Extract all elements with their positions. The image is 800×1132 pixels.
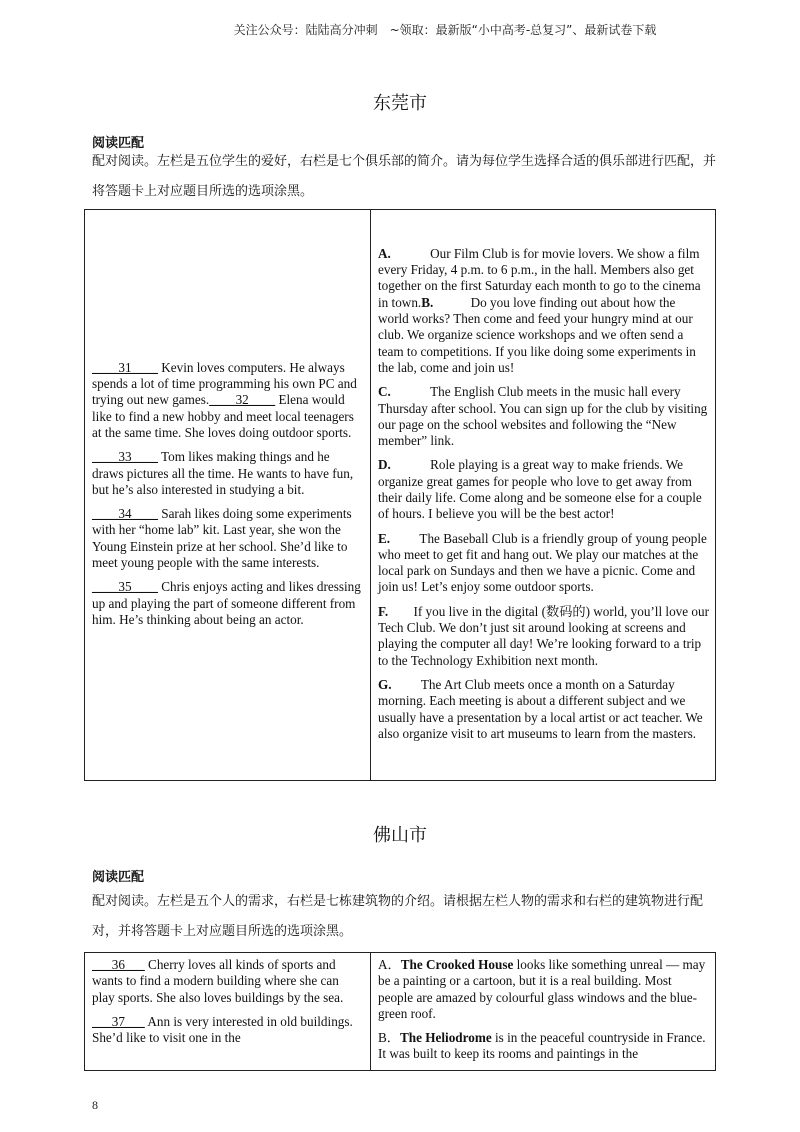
option-text: The Baseball Club is a friendly group of young people who meet to get fit and hang out. We play our matches at the local park on Sundays and then we have a picnic. Come and join us! Let’s enjoy some outdoor sports.: [378, 530, 707, 595]
option-letter: A．: [378, 957, 401, 972]
matching-table: [84, 952, 716, 1071]
answer-blank[interactable]: ___36___: [92, 957, 145, 972]
option-item: [378, 531, 709, 596]
building-name: The Heliodrome: [399, 1030, 492, 1046]
section-city-title: 东莞市: [373, 93, 427, 114]
option-item: [378, 957, 709, 1022]
option-item: [378, 677, 709, 742]
option-letter: E.: [378, 530, 391, 546]
option-text: is in the peaceful countryside in France. It was built to keep its rooms and paintings in the: [378, 1030, 706, 1062]
option-item: [378, 246, 709, 376]
option-item: [378, 1030, 709, 1063]
option-text: The Art Club meets once a month on a Saturday morning. Each meeting is about a different subject and we usually have a presentation by a local artist or act teacher. We also organize visit to art museums to learn from the masters.: [378, 676, 703, 741]
option-text: Our Film Club is for movie lovers. We show a film every Friday, 4 p.m. to 6 p.m., in the hall. Members also get together on the first Saturday each month to go to the cinema in town.: [378, 245, 701, 310]
option-letter: B.: [421, 294, 434, 310]
buildings-column: [371, 953, 716, 1071]
building-name: The Crooked House: [400, 957, 514, 972]
question-text: Sarah likes doing some experiments with her “home lab” kit. Last year, she won the Young Einstein prize at her school. She’d like to meet young people with the same interests.: [92, 506, 352, 571]
page-number: 8: [92, 1098, 98, 1112]
section-instruction: 配对阅读。左栏是五位学生的爱好，右栏是七个俱乐部的简介。请为每位学生选择合适的俱乐部进行匹配，并将答题卡上对应题目所选的选项涂黑。: [92, 154, 717, 199]
people-column: [85, 210, 371, 781]
option-letter: F.: [378, 603, 389, 619]
section-city-title: 佛山市: [373, 825, 427, 846]
page-header: 关注公众号：陆陆高分冲刺 ~领取：最新版“小中高考-总复习”、最新试卷下载: [233, 23, 657, 37]
option-text: If you live in the digital (数码的) world, you’ll love our Tech Club. We don’t just sit around looking at screens and playing the computer all day! We’re looking forward to a trip to the Technology Exhibition next month.: [378, 603, 710, 668]
question-text: Kevin loves computers. He always spends a lot of time programming his own PC and trying out new games.: [92, 359, 357, 408]
matching-table: [84, 209, 716, 781]
answer-blank[interactable]: ____33____: [92, 449, 158, 465]
answer-blank[interactable]: ____35____: [92, 579, 158, 595]
question-item: [92, 449, 364, 498]
answer-blank[interactable]: ___37___: [92, 1013, 145, 1029]
question-item: [92, 506, 364, 571]
answer-blank[interactable]: ____34____: [92, 506, 158, 522]
option-text: Do you love finding out about how the world works? Then come and feed your hungry mind at our club. We organize science workshops and we often send a team to competitions. If you like doing some experiments in the lab, come and join us!: [378, 294, 696, 375]
question-item: [92, 360, 364, 441]
option-letter: D.: [378, 457, 391, 473]
option-item: [378, 384, 709, 449]
section-instruction: 配对阅读。左栏是五个人的需求，右栏是七栋建筑物的介绍。请根据左栏人物的需求和右栏的建筑物进行配对，并将答题卡上对应题目所选的选项涂黑。: [92, 894, 704, 939]
question-text: Elena would like to find a new hobby and meet local teenagers at the same time. She loves doing outdoor sports.: [92, 392, 354, 440]
question-item: [92, 579, 364, 628]
option-item: [378, 604, 709, 669]
question-text: Ann is very interested in old buildings. She’d like to visit one in the: [92, 1013, 353, 1046]
answer-blank[interactable]: ____32____: [209, 392, 276, 408]
question-text: Tom likes making things and he draws pictures all the time. He wants to have fun, but he’s also interested in studying a bit.: [92, 449, 354, 497]
question-text: Chris enjoys acting and likes dressing up and playing the part of someone different from him. He’s thinking about being an actor.: [92, 579, 361, 627]
option-letter: A.: [378, 245, 391, 261]
people-column: [85, 953, 371, 1071]
option-item: [378, 457, 709, 522]
option-letter: G.: [378, 676, 392, 692]
section-heading: 阅读匹配: [92, 136, 145, 151]
section-heading: 阅读匹配: [92, 870, 145, 885]
question-text: Cherry loves all kinds of sports and wants to find a modern building where she can play sports. She also loves buildings by the sea.: [92, 957, 344, 1005]
question-item: [92, 957, 364, 1006]
question-item: [92, 1014, 364, 1047]
option-text: looks like something unreal — may be a painting or a cartoon, but it is a real building. Most people are amazed by colourful glass windows and the blue-green roof.: [378, 957, 706, 1021]
option-text: The English Club meets in the music hall every Thursday after school. You can sign up for the club by visiting our page on the school websites and following the “New member” link.: [378, 384, 708, 449]
clubs-column: [371, 210, 716, 781]
option-letter: B．: [378, 1030, 400, 1046]
option-letter: C.: [378, 384, 391, 400]
answer-blank[interactable]: ____31____: [92, 359, 158, 375]
option-text: Role playing is a great way to make friends. We organize great games for people who love to get away from their daily life. Come along and be someone else for a couple of hours. I believe you will be the best actor!: [378, 457, 702, 522]
